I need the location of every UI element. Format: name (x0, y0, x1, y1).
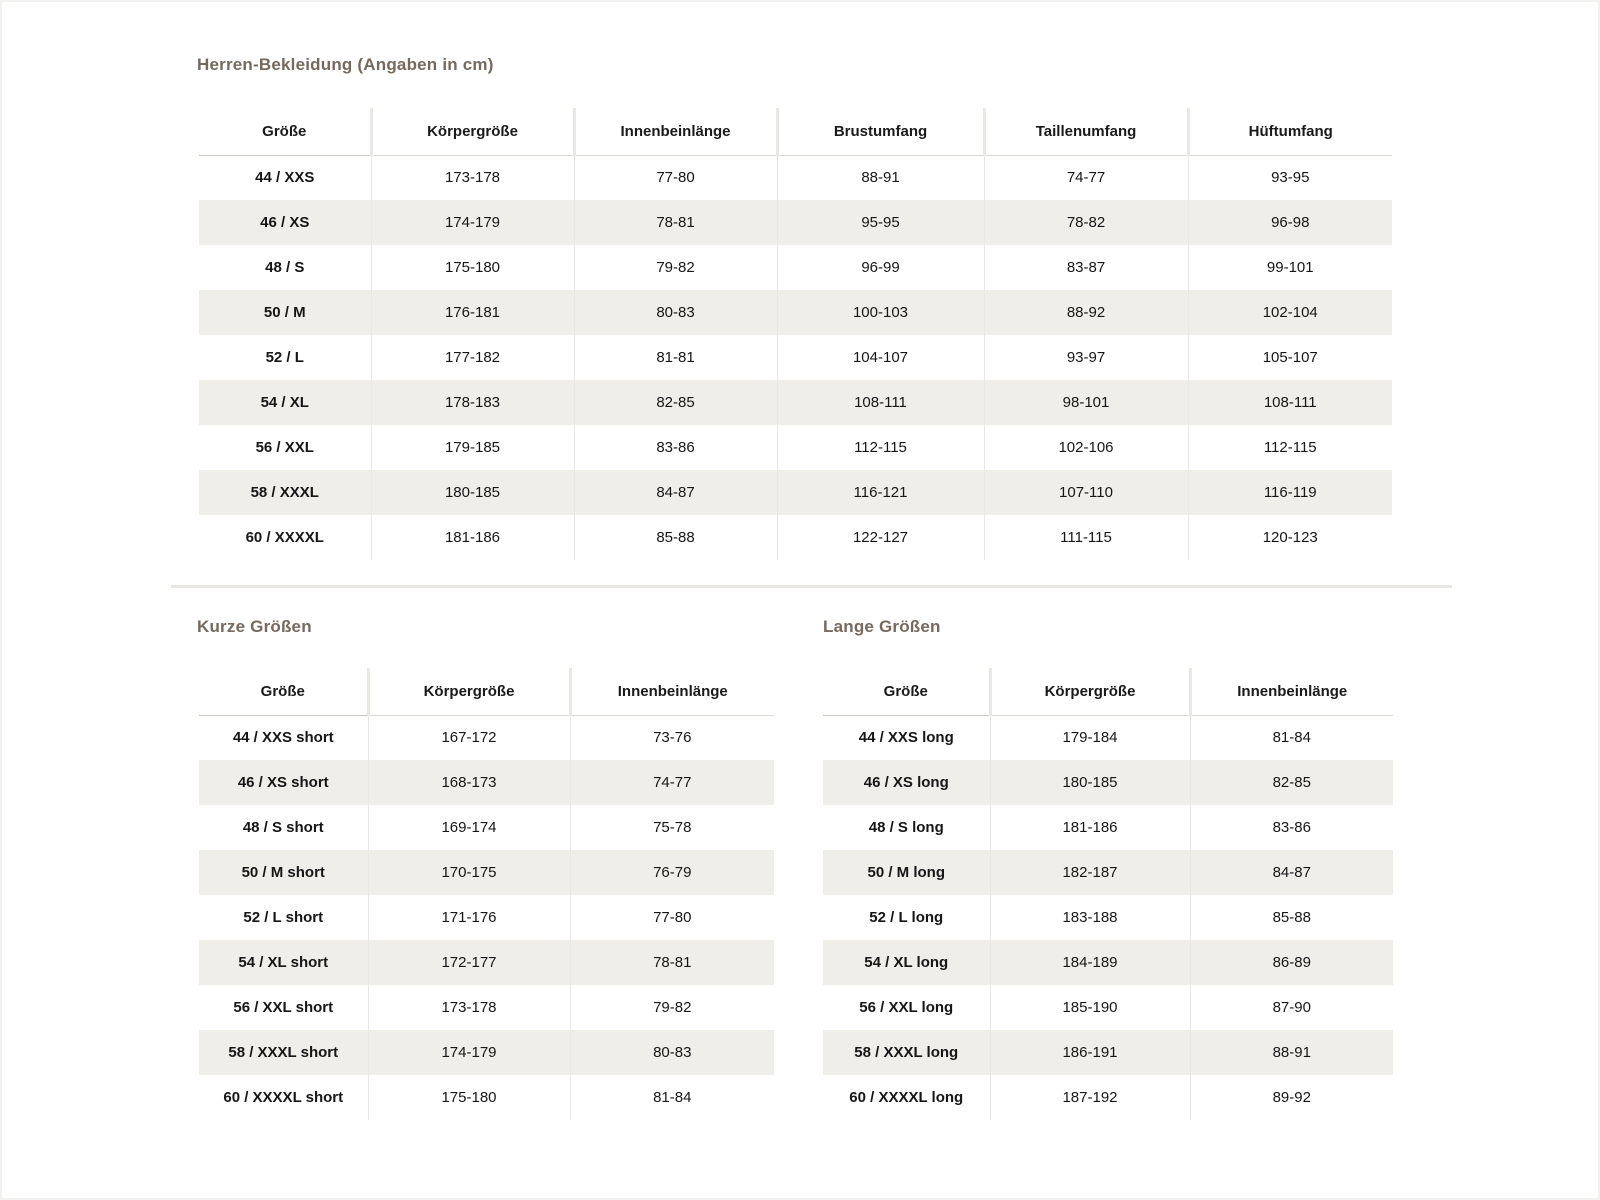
measurement-cell: 177-182 (371, 335, 574, 380)
size-cell: 50 / M long (823, 850, 990, 895)
measurement-cell: 181-186 (990, 805, 1190, 850)
measurement-cell: 186-191 (990, 1030, 1190, 1075)
header-row (823, 668, 1393, 715)
measurement-cell: 108-111 (1188, 380, 1392, 425)
measurement-cell: 95-95 (777, 200, 984, 245)
measurement-cell: 85-88 (574, 515, 777, 560)
size-cell: 44 / XXS short (232, 729, 334, 747)
measurement-cell: 82-85 (574, 380, 777, 425)
size-cell: 58 / XXXL (199, 470, 371, 515)
column-header: Körpergröße (371, 108, 574, 155)
column-header: Größe (199, 108, 371, 155)
section-divider (171, 585, 1452, 588)
measurement-cell: 93-97 (984, 335, 1188, 380)
measurement-cell: 104-107 (777, 335, 984, 380)
measurement-cell: 79-82 (574, 245, 777, 290)
short-sizes-table (199, 668, 774, 1120)
measurement-cell: 187-192 (990, 1075, 1190, 1120)
measurement-cell: 178-183 (371, 380, 574, 425)
measurement-cell: 122-127 (777, 515, 984, 560)
measurement-cell: 77-80 (570, 895, 774, 940)
measurement-cell: 180-185 (990, 760, 1190, 805)
measurement-cell: 182-187 (990, 850, 1190, 895)
column-header: Größe (823, 668, 990, 715)
measurement-cell: 84-87 (574, 470, 777, 515)
measurement-cell: 105-107 (1188, 335, 1392, 380)
measurement-cell: 174-179 (371, 200, 574, 245)
measurement-cell: 99-101 (1188, 245, 1392, 290)
table-row (199, 895, 774, 940)
size-cell: 50 / M (199, 290, 371, 335)
measurement-cell: 74-77 (570, 760, 774, 805)
size-cell: 54 / XL (199, 380, 371, 425)
measurement-cell: 84-87 (1190, 850, 1393, 895)
size-cell: 56 / XXL long (859, 999, 954, 1016)
table-row (823, 940, 1393, 985)
measurement-cell: 75-78 (570, 805, 774, 850)
measurement-cell: 181-186 (371, 515, 574, 560)
measurement-cell: 176-181 (371, 290, 574, 335)
table-row (199, 335, 1392, 380)
measurement-cell: 100-103 (777, 290, 984, 335)
column-header: Körpergröße (368, 668, 570, 715)
size-cell: 54 / XL long (823, 940, 990, 985)
measurement-cell: 82-85 (1190, 760, 1393, 805)
size-cell: 60 / XXXXL (245, 529, 324, 546)
measurement-cell: 73-76 (570, 715, 774, 760)
table-row (823, 760, 1393, 805)
measurement-cell: 78-82 (984, 200, 1188, 245)
table-row (199, 850, 774, 895)
table-row (199, 515, 1392, 560)
short-sizes-section-title: Kurze Größen (197, 617, 312, 636)
long-sizes-section-title: Lange Größen (823, 617, 941, 636)
measurement-cell: 108-111 (777, 380, 984, 425)
size-cell: 60 / XXXXL long (849, 1089, 964, 1106)
table-row (823, 1075, 1393, 1120)
measurement-cell: 96-98 (1188, 200, 1392, 245)
table-row (199, 200, 1392, 245)
measurement-cell: 168-173 (368, 760, 570, 805)
table-row (199, 245, 1392, 290)
size-cell: 54 / XL short (199, 940, 368, 985)
measurement-cell: 77-80 (574, 155, 777, 200)
measurement-cell: 180-185 (371, 470, 574, 515)
measurement-cell: 170-175 (368, 850, 570, 895)
size-cell: 46 / XS (199, 200, 371, 245)
size-cell: 60 / XXXXL short (223, 1089, 344, 1106)
size-cell: 48 / S short (242, 819, 324, 836)
measurement-cell: 184-189 (990, 940, 1190, 985)
table-row (199, 425, 1392, 470)
table-row (199, 715, 774, 760)
size-cell: 44 / XXS (255, 169, 315, 187)
table-row (823, 850, 1393, 895)
measurement-cell: 85-88 (1190, 895, 1393, 940)
measurement-cell: 107-110 (984, 470, 1188, 515)
column-header: Innenbeinlänge (574, 108, 777, 155)
mens-clothing-size-table (199, 108, 1392, 560)
column-header: Körpergröße (990, 668, 1190, 715)
header-row (199, 108, 1392, 155)
table-row (823, 715, 1393, 760)
measurement-cell: 102-104 (1188, 290, 1392, 335)
table-row (199, 985, 774, 1030)
measurement-cell: 167-172 (368, 715, 570, 760)
measurement-cell: 89-92 (1190, 1075, 1393, 1120)
mens-clothing-section-title: Herren-Bekleidung (Angaben in cm) (197, 55, 494, 74)
measurement-cell: 172-177 (368, 940, 570, 985)
table-row (199, 805, 774, 850)
size-cell: 56 / XXL short (233, 999, 334, 1016)
table-row (823, 895, 1393, 940)
measurement-cell: 83-86 (1190, 805, 1393, 850)
measurement-cell: 96-99 (777, 245, 984, 290)
measurement-cell: 174-179 (368, 1030, 570, 1075)
table-row (199, 940, 774, 985)
size-cell: 46 / XS long (823, 760, 990, 805)
measurement-cell: 102-106 (984, 425, 1188, 470)
size-cell: 46 / XS short (199, 760, 368, 805)
measurement-cell: 79-82 (570, 985, 774, 1030)
measurement-cell: 78-81 (574, 200, 777, 245)
measurement-cell: 169-174 (368, 805, 570, 850)
size-cell: 48 / S (265, 259, 305, 276)
size-cell: 52 / L long (869, 909, 944, 926)
measurement-cell: 112-115 (777, 425, 984, 470)
measurement-cell: 93-95 (1188, 155, 1392, 200)
size-cell: 44 / XXS long (858, 729, 954, 747)
long-sizes-table (823, 668, 1393, 1120)
measurement-cell: 87-90 (1190, 985, 1393, 1030)
measurement-cell: 88-91 (777, 155, 984, 200)
measurement-cell: 76-79 (570, 850, 774, 895)
size-cell: 52 / L (265, 349, 304, 366)
table-row (823, 985, 1393, 1030)
measurement-cell: 88-92 (984, 290, 1188, 335)
measurement-cell: 81-84 (1190, 715, 1393, 760)
measurement-cell: 179-184 (990, 715, 1190, 760)
measurement-cell: 185-190 (990, 985, 1190, 1030)
size-cell: 56 / XXL (255, 439, 314, 456)
measurement-cell: 183-188 (990, 895, 1190, 940)
measurement-cell: 111-115 (984, 515, 1188, 560)
measurement-cell: 78-81 (570, 940, 774, 985)
table-row (199, 380, 1392, 425)
measurement-cell: 120-123 (1188, 515, 1392, 560)
measurement-cell: 175-180 (368, 1075, 570, 1120)
measurement-cell: 80-83 (570, 1030, 774, 1075)
measurement-cell: 112-115 (1188, 425, 1392, 470)
measurement-cell: 83-87 (984, 245, 1188, 290)
measurement-cell: 116-121 (777, 470, 984, 515)
column-header: Taillenumfang (984, 108, 1188, 155)
measurement-cell: 179-185 (371, 425, 574, 470)
table-row (823, 805, 1393, 850)
measurement-cell: 81-84 (570, 1075, 774, 1120)
table-row (199, 290, 1392, 335)
measurement-cell: 86-89 (1190, 940, 1393, 985)
measurement-cell: 171-176 (368, 895, 570, 940)
measurement-cell: 175-180 (371, 245, 574, 290)
size-cell: 50 / M short (199, 850, 368, 895)
measurement-cell: 88-91 (1190, 1030, 1393, 1075)
table-row (199, 470, 1392, 515)
size-cell: 48 / S long (868, 819, 944, 836)
header-row (199, 668, 774, 715)
column-header: Innenbeinlänge (1190, 668, 1393, 715)
measurement-cell: 98-101 (984, 380, 1188, 425)
table-row (199, 760, 774, 805)
column-header: Brustumfang (777, 108, 984, 155)
size-cell: 52 / L short (243, 909, 324, 926)
table-row (199, 1030, 774, 1075)
measurement-cell: 83-86 (574, 425, 777, 470)
column-header: Hüftumfang (1188, 108, 1392, 155)
size-cell: 58 / XXXL short (199, 1030, 368, 1075)
measurement-cell: 173-178 (368, 985, 570, 1030)
measurement-cell: 81-81 (574, 335, 777, 380)
table-row (199, 1075, 774, 1120)
measurement-cell: 74-77 (984, 155, 1188, 200)
column-header: Innenbeinlänge (570, 668, 774, 715)
table-row (199, 155, 1392, 200)
measurement-cell: 80-83 (574, 290, 777, 335)
table-row (823, 1030, 1393, 1075)
size-cell: 58 / XXXL long (823, 1030, 990, 1075)
column-header: Größe (199, 668, 368, 715)
measurement-cell: 116-119 (1188, 470, 1392, 515)
measurement-cell: 173-178 (371, 155, 574, 200)
